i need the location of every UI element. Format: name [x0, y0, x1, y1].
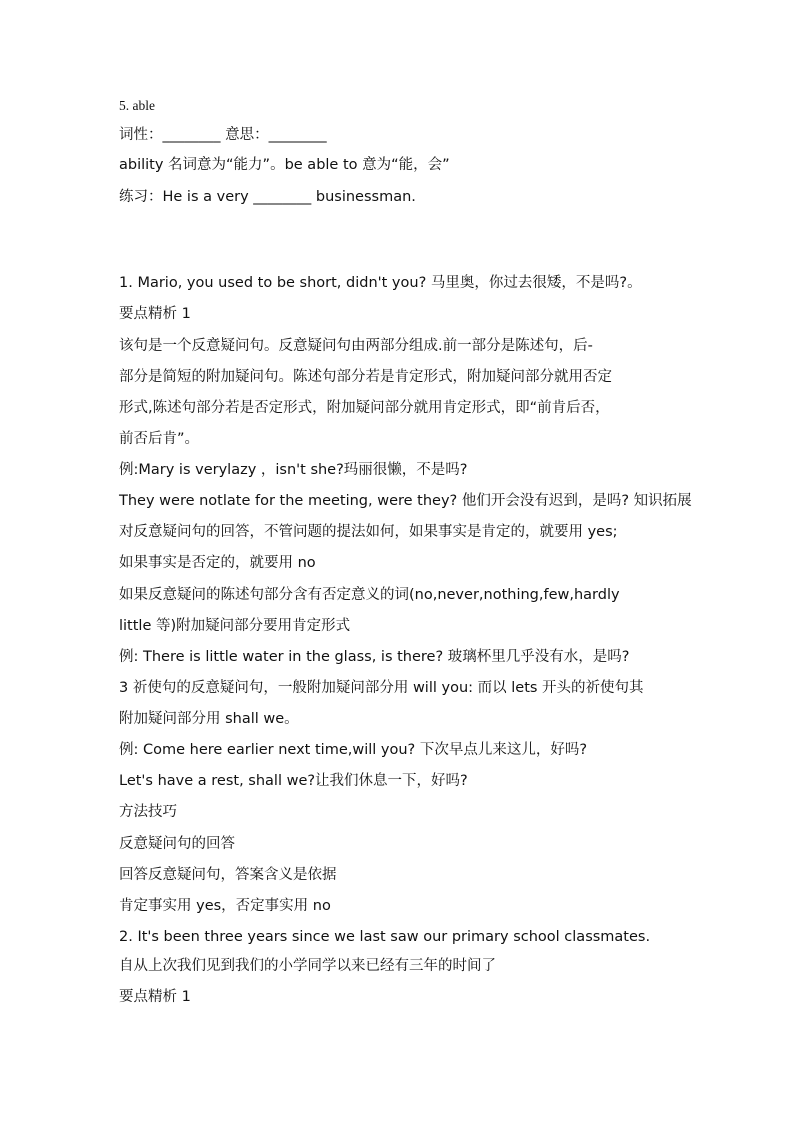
example-line: They were notlate for the meeting, were they? 他们开会没有迟到，是吗? 知识拓展 — [119, 493, 692, 509]
example-line: 例: There is little water in the glass, is there? 玻璃杯里几乎没有水，是吗? — [119, 649, 630, 665]
answer-rule-line: 肯定事实用 yes，否定事实用 no — [119, 898, 331, 914]
paragraph-line: 前否后肯”。 — [119, 431, 200, 447]
paragraph-line: 该句是一个反意疑问句。反意疑问句由两部分组成.前一部分是陈述句，后- — [119, 338, 593, 354]
section-title: 5. able — [119, 98, 155, 113]
method-heading: 方法技巧 — [119, 804, 177, 820]
key-point-heading: 要点精析 1 — [119, 306, 191, 322]
paragraph-line: 部分是简短的附加疑问句。陈述句部分若是肯定形式，附加疑问部分就用否定 — [119, 369, 612, 385]
imperative-rule-line: 附加疑问部分用 shall we。 — [119, 711, 299, 727]
imperative-rule-line: 3 祈使句的反意疑问句，一般附加疑问部分用 will you: 而以 lets 开头的祈使句其 — [119, 680, 644, 696]
extension-line: little 等)附加疑问部分要用肯定形式 — [119, 618, 351, 634]
example-line: 例: Come here earlier next time,will you? 下次早点儿来这儿，好吗? — [119, 742, 588, 758]
extension-line: 如果事实是否定的，就要用 no — [119, 555, 316, 571]
extension-line: 如果反意疑问的陈述句部分含有否定意义的词(no,never,nothing,few,hardly — [119, 587, 620, 603]
paragraph-line: 形式,陈述句部分若是否定形式，附加疑问部分就用肯定形式，即“前肯后否， — [119, 400, 610, 416]
answer-basis-line: 回答反意疑问句，答案含义是依据 — [119, 867, 337, 883]
key-point-heading: 要点精析 1 — [119, 989, 191, 1005]
exercise-line: 练习：He is a very ________ businessman. — [119, 189, 416, 205]
pos-meaning-blanks: 词性：________ 意思：________ — [119, 127, 327, 143]
answer-heading: 反意疑问句的回答 — [119, 836, 235, 852]
example-line: Let's have a rest, shall we?让我们休息一下，好吗? — [119, 773, 468, 789]
extension-line: 对反意疑问句的回答，不管问题的提法如何，如果事实是肯定的，就要用 yes; — [119, 524, 618, 540]
example-line: 例:Mary is verylazy ，isn't she?玛丽很懒，不是吗? — [119, 462, 468, 478]
vocab-note: ability 名词意为“能力”。be able to 意为“能，会” — [119, 157, 450, 173]
example-sentence-1: 1. Mario, you used to be short, didn't you? 马里奥，你过去很矮，不是吗?。 — [119, 275, 642, 291]
example-sentence-2: 2. It's been three years since we last saw our primary school classmates. — [119, 929, 651, 945]
translation-line: 自从上次我们见到我们的小学同学以来已经有三年的时间了 — [119, 958, 496, 974]
